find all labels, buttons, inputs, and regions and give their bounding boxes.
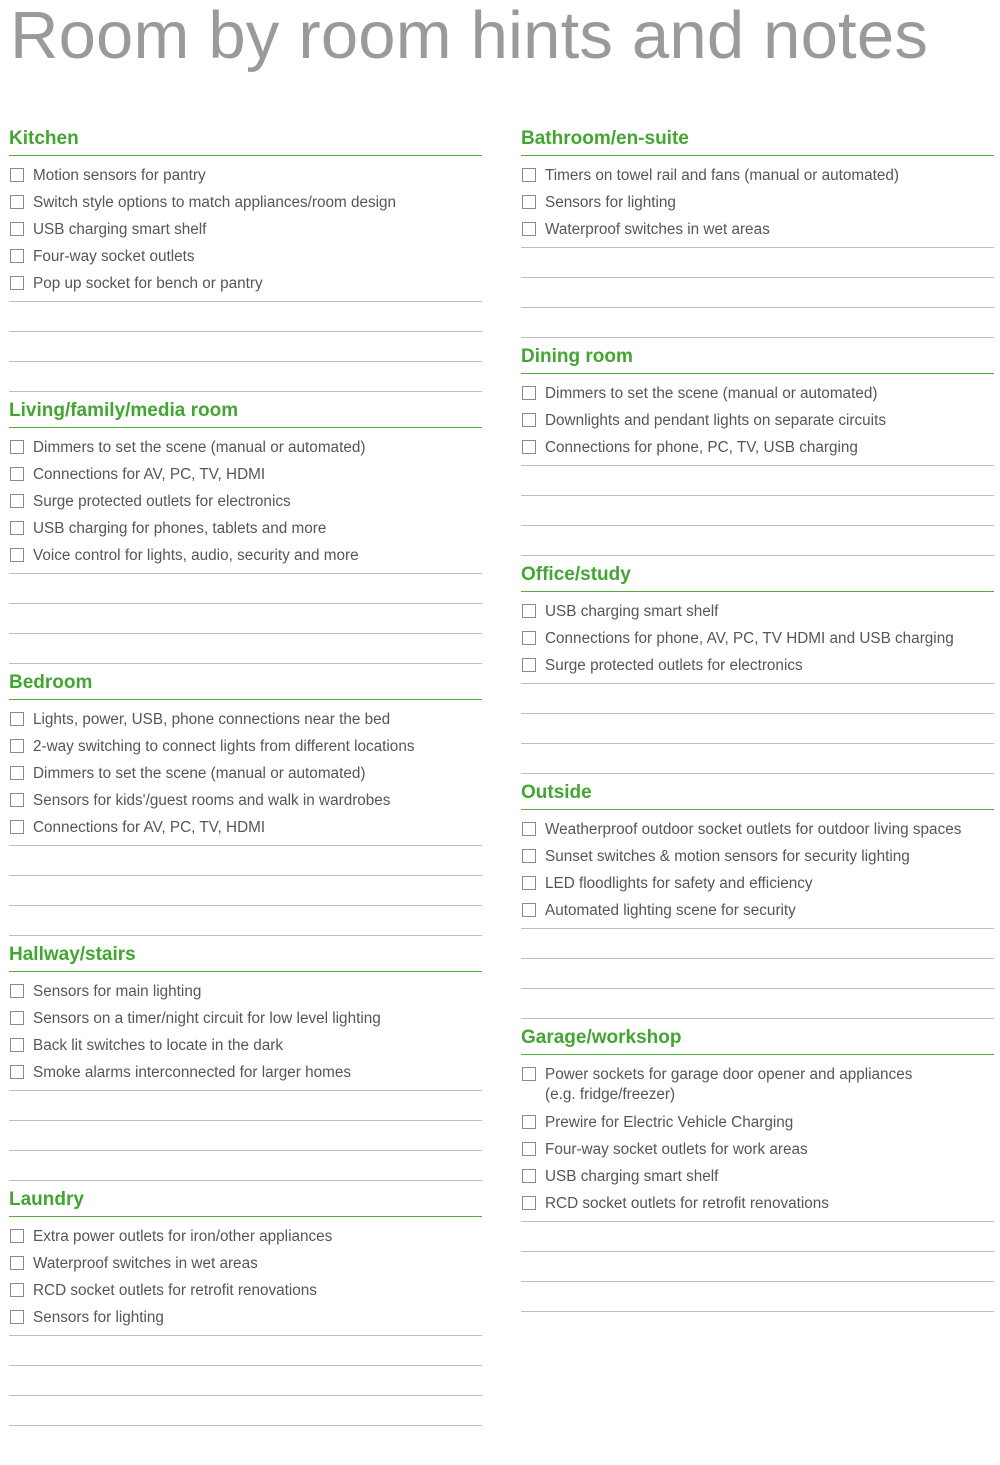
checkbox[interactable] [522, 849, 536, 863]
checklist-item[interactable] [9, 762, 482, 789]
left-column [9, 120, 482, 1426]
notes-line[interactable] [521, 929, 994, 959]
section-living [9, 392, 482, 664]
section-title: Office/study [521, 564, 631, 585]
section-header [521, 774, 994, 810]
checklist-item-label: USB charging for phones, tablets and more [33, 520, 327, 537]
checklist [9, 156, 482, 302]
checklist-item[interactable] [521, 899, 994, 926]
notes-line[interactable] [521, 308, 994, 338]
checklist-item[interactable] [9, 517, 482, 544]
checklist-item-label: Smoke alarms interconnected for larger homes [33, 1064, 351, 1081]
section-header [9, 392, 482, 428]
checklist-item-label: Connections for phone, AV, PC, TV HDMI and USB charging [545, 630, 954, 647]
page-title: Room by room hints and notes [10, 0, 929, 73]
notes-line[interactable] [9, 906, 482, 936]
checkbox[interactable] [522, 1115, 536, 1129]
checklist-item-label: Power sockets for garage door opener and appliances (e.g. fridge/freezer) [545, 1066, 913, 1103]
checklist-item-label: Sensors on a timer/night circuit for low level lighting [33, 1010, 381, 1027]
checklist-item[interactable] [521, 382, 994, 409]
checklist-item[interactable] [9, 735, 482, 762]
checkbox[interactable] [10, 766, 24, 780]
checklist-item[interactable] [9, 1225, 482, 1252]
checklist-item-label: Lights, power, USB, phone connections near the bed [33, 711, 391, 728]
checklist-item-label: Connections for phone, PC, TV, USB charging [545, 439, 858, 456]
checkbox[interactable] [10, 793, 24, 807]
right-column [521, 120, 994, 1312]
checklist [521, 1055, 994, 1222]
checkbox[interactable] [522, 631, 536, 645]
checklist [9, 1217, 482, 1336]
notes-line[interactable] [521, 466, 994, 496]
section-header [521, 338, 994, 374]
notes-line[interactable] [9, 362, 482, 392]
checklist-item-label: Dimmers to set the scene (manual or automated) [33, 439, 366, 456]
checklist-item[interactable] [9, 1279, 482, 1306]
checklist-item-label: Connections for AV, PC, TV, HDMI [33, 819, 266, 836]
checkbox[interactable] [10, 521, 24, 535]
section-title: Dining room [521, 346, 633, 367]
notes-line[interactable] [521, 744, 994, 774]
checklist-item-label: Surge protected outlets for electronics [545, 657, 803, 674]
checklist-item-label: 2-way switching to connect lights from different locations [33, 738, 415, 755]
checklist-item[interactable] [9, 816, 482, 843]
checkbox[interactable] [522, 1067, 536, 1081]
section-title: Living/family/media room [9, 400, 239, 421]
section-bedroom [9, 664, 482, 936]
checklist-item-label: RCD socket outlets for retrofit renovations [545, 1195, 829, 1212]
checkbox[interactable] [522, 1169, 536, 1183]
checklist [521, 592, 994, 684]
section-title: Garage/workshop [521, 1027, 682, 1048]
section-kitchen [9, 120, 482, 392]
section-title: Outside [521, 782, 592, 803]
checklist-item-label: USB charging smart shelf [545, 1168, 719, 1185]
notes-line[interactable] [9, 1366, 482, 1396]
checkbox[interactable] [522, 1196, 536, 1210]
checklist [9, 428, 482, 574]
checkbox[interactable] [10, 548, 24, 562]
checkbox[interactable] [522, 876, 536, 890]
checklist-item[interactable] [9, 218, 482, 245]
checklist-item[interactable] [9, 490, 482, 517]
section-header [9, 664, 482, 700]
checkbox[interactable] [522, 822, 536, 836]
section-title: Bedroom [9, 672, 93, 693]
notes-line[interactable] [521, 278, 994, 308]
checkbox[interactable] [522, 903, 536, 917]
checkbox[interactable] [10, 195, 24, 209]
checklist [521, 374, 994, 466]
notes-line[interactable] [9, 332, 482, 362]
checkbox[interactable] [10, 1065, 24, 1079]
checklist-item-label: Dimmers to set the scene (manual or automated) [33, 765, 366, 782]
checklist-item-label: Weatherproof outdoor socket outlets for outdoor living spaces [545, 821, 962, 838]
section-garage [521, 1019, 994, 1312]
checklist-item-label: Four-way socket outlets [33, 248, 195, 265]
checkbox[interactable] [10, 440, 24, 454]
notes-line[interactable] [521, 959, 994, 989]
checkbox[interactable] [10, 249, 24, 263]
checklist-item-label: Timers on towel rail and fans (manual or automated) [545, 167, 899, 184]
section-header [9, 936, 482, 972]
checklist-item[interactable] [9, 1034, 482, 1061]
checklist-item[interactable] [9, 436, 482, 463]
checklist-item[interactable] [9, 245, 482, 272]
checklist-item-label: Pop up socket for bench or pantry [33, 275, 263, 292]
checkbox[interactable] [10, 168, 24, 182]
checklist-item[interactable] [521, 1138, 994, 1165]
checklist-item-label: USB charging smart shelf [545, 603, 719, 620]
checklist-item[interactable] [9, 1061, 482, 1088]
checklist-item-label: Switch style options to match appliances/room design [33, 194, 397, 211]
checklist [9, 972, 482, 1091]
notes-line[interactable] [9, 1091, 482, 1121]
checklist-item-label: Sensors for lighting [545, 194, 676, 211]
checklist [521, 810, 994, 929]
checklist [521, 156, 994, 248]
notes-line[interactable] [521, 1222, 994, 1252]
checklist-item-label: Prewire for Electric Vehicle Charging [545, 1114, 794, 1131]
checklist-item[interactable] [521, 191, 994, 218]
section-title: Kitchen [9, 128, 79, 149]
checkbox[interactable] [522, 222, 536, 236]
checklist-item[interactable] [9, 272, 482, 299]
checklist-item-label: Connections for AV, PC, TV, HDMI [33, 466, 266, 483]
notes-line[interactable] [521, 684, 994, 714]
checklist-item-label: Surge protected outlets for electronics [33, 493, 291, 510]
checklist-item[interactable] [9, 191, 482, 218]
section-title: Bathroom/en-suite [521, 128, 689, 149]
checkbox[interactable] [522, 195, 536, 209]
section-header [9, 1181, 482, 1217]
checklist-item[interactable] [9, 708, 482, 735]
checklist-item[interactable] [9, 1306, 482, 1333]
checklist-item-label: Waterproof switches in wet areas [545, 221, 770, 238]
notes-line[interactable] [9, 302, 482, 332]
notes-line[interactable] [9, 1336, 482, 1366]
checkbox[interactable] [10, 222, 24, 236]
checklist-item-label: USB charging smart shelf [33, 221, 207, 238]
notes-line[interactable] [521, 496, 994, 526]
notes-line[interactable] [9, 1396, 482, 1426]
checklist-item-label: Sensors for lighting [33, 1309, 164, 1326]
checkbox[interactable] [522, 440, 536, 454]
checklist-item[interactable] [521, 845, 994, 872]
checkbox[interactable] [10, 1310, 24, 1324]
checklist-item[interactable] [521, 600, 994, 627]
section-header [521, 120, 994, 156]
section-office [521, 556, 994, 774]
checklist-item[interactable] [9, 1252, 482, 1279]
checklist-item[interactable] [9, 980, 482, 1007]
checklist-item-label: Voice control for lights, audio, security and more [33, 547, 359, 564]
checklist-item-label: Waterproof switches in wet areas [33, 1255, 258, 1272]
checkbox[interactable] [10, 467, 24, 481]
checklist-item[interactable] [9, 544, 482, 571]
checklist [9, 700, 482, 846]
checklist-item[interactable] [9, 1007, 482, 1034]
checkbox[interactable] [10, 820, 24, 834]
section-dining [521, 338, 994, 556]
checkbox[interactable] [10, 984, 24, 998]
notes-line[interactable] [521, 714, 994, 744]
checklist-item-label: LED floodlights for safety and efficiency [545, 875, 813, 892]
section-header [521, 556, 994, 592]
checklist-item[interactable] [521, 218, 994, 245]
notes-line[interactable] [9, 1151, 482, 1181]
checklist-item[interactable] [521, 164, 994, 191]
section-title: Hallway/stairs [9, 944, 136, 965]
section-bathroom [521, 120, 994, 338]
checklist-item[interactable] [521, 654, 994, 681]
checkbox[interactable] [522, 658, 536, 672]
checklist-item[interactable] [521, 1192, 994, 1219]
checklist-item[interactable] [521, 1165, 994, 1192]
checkbox[interactable] [10, 1038, 24, 1052]
checklist-item-label: RCD socket outlets for retrofit renovations [33, 1282, 317, 1299]
checkbox[interactable] [522, 604, 536, 618]
section-header [521, 1019, 994, 1055]
notes-line[interactable] [521, 526, 994, 556]
notes-line[interactable] [521, 248, 994, 278]
checkbox[interactable] [10, 1283, 24, 1297]
notes-line[interactable] [521, 1282, 994, 1312]
checkbox[interactable] [10, 1011, 24, 1025]
checklist-item-label: Dimmers to set the scene (manual or automated) [545, 385, 878, 402]
checkbox[interactable] [522, 386, 536, 400]
checklist-item[interactable] [521, 436, 994, 463]
section-title: Laundry [9, 1189, 84, 1210]
checkbox[interactable] [10, 276, 24, 290]
checklist-item-label: Extra power outlets for iron/other appliances [33, 1228, 333, 1245]
checkbox[interactable] [522, 1142, 536, 1156]
checkbox[interactable] [10, 494, 24, 508]
notes-line[interactable] [521, 989, 994, 1019]
checklist-item-label: Sensors for main lighting [33, 983, 202, 1000]
checkbox[interactable] [10, 739, 24, 753]
checklist-item[interactable] [9, 789, 482, 816]
checkbox[interactable] [10, 712, 24, 726]
section-outside [521, 774, 994, 1019]
checkbox[interactable] [10, 1229, 24, 1243]
checkbox[interactable] [522, 413, 536, 427]
checklist-item[interactable] [521, 872, 994, 899]
checkbox[interactable] [10, 1256, 24, 1270]
checklist-item[interactable] [521, 1063, 994, 1111]
checkbox[interactable] [522, 168, 536, 182]
checklist-item[interactable] [521, 818, 994, 845]
notes-line[interactable] [9, 846, 482, 876]
checklist-item-label: Sunset switches & motion sensors for security lighting [545, 848, 910, 865]
checklist-item-label: Downlights and pendant lights on separate circuits [545, 412, 886, 429]
checklist-item[interactable] [521, 1111, 994, 1138]
checklist-item-label: Sensors for kids'/guest rooms and walk in wardrobes [33, 792, 391, 809]
notes-line[interactable] [9, 574, 482, 604]
section-laundry [9, 1181, 482, 1426]
checklist-item[interactable] [521, 409, 994, 436]
notes-line[interactable] [9, 876, 482, 906]
checklist-item-label: Motion sensors for pantry [33, 167, 206, 184]
notes-line[interactable] [9, 1121, 482, 1151]
section-hallway [9, 936, 482, 1181]
checklist-item-label: Four-way socket outlets for work areas [545, 1141, 808, 1158]
checklist-item[interactable] [521, 627, 994, 654]
checklist-item[interactable] [9, 463, 482, 490]
notes-line[interactable] [9, 634, 482, 664]
section-header [9, 120, 482, 156]
checklist-item-label: Back lit switches to locate in the dark [33, 1037, 283, 1054]
notes-line[interactable] [521, 1252, 994, 1282]
checklist-item[interactable] [9, 164, 482, 191]
notes-line[interactable] [9, 604, 482, 634]
checklist-item-label: Automated lighting scene for security [545, 902, 796, 919]
